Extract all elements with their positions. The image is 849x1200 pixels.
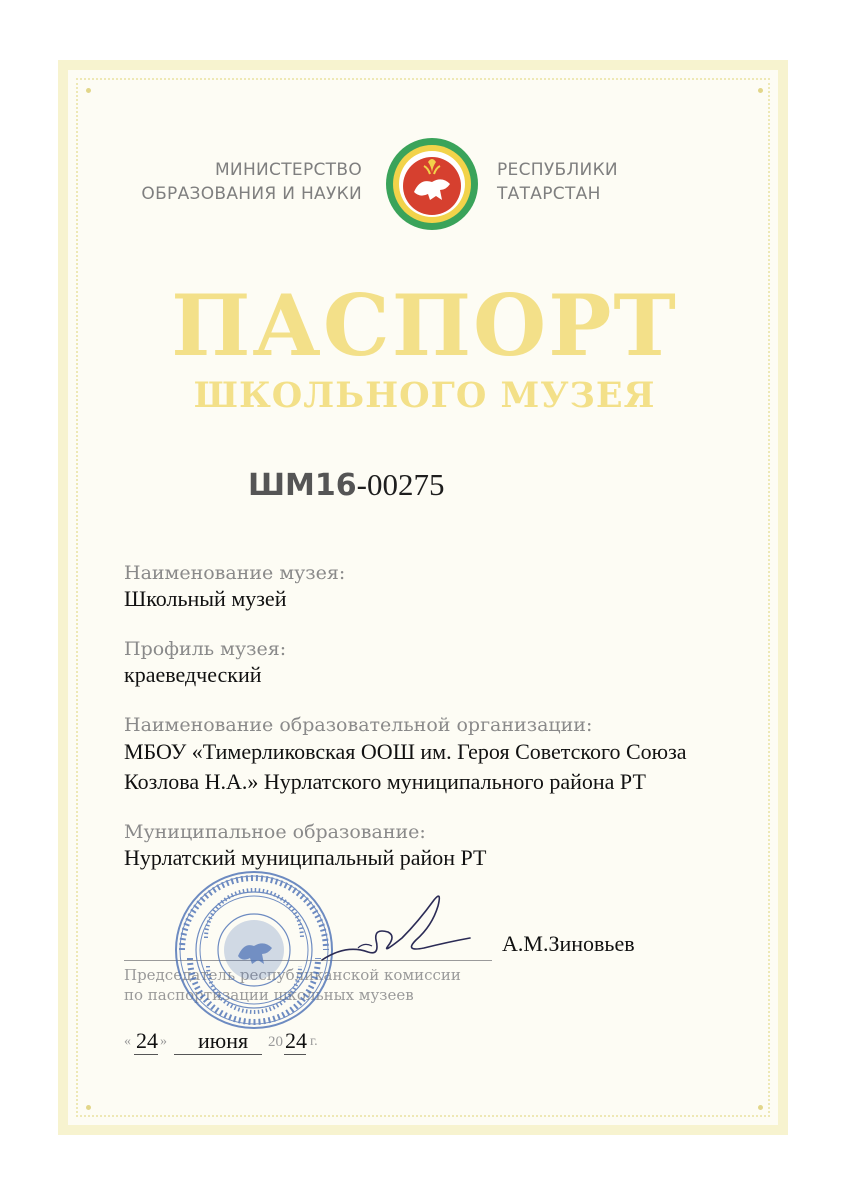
date-day: 24 bbox=[136, 1028, 158, 1053]
frame-corner-dot bbox=[758, 1105, 763, 1110]
date-year-suffix: 24 bbox=[285, 1028, 307, 1053]
date-year-abbr: г. bbox=[310, 1034, 318, 1049]
tatarstan-coat-of-arms-icon bbox=[384, 136, 480, 232]
municipality-label: Муниципальное образование: bbox=[124, 821, 426, 843]
frame-corner-dot bbox=[86, 88, 91, 93]
museum-profile-value: краеведческий bbox=[124, 662, 262, 687]
date-open-quote: « bbox=[124, 1034, 131, 1049]
museum-profile-label: Профиль музея: bbox=[124, 638, 287, 660]
republic-heading-right bbox=[497, 158, 697, 206]
museum-name-value: Школьный музей bbox=[124, 586, 287, 611]
republic-heading-line: РЕСПУБЛИКИ bbox=[497, 160, 618, 180]
handwritten-signature bbox=[318, 882, 478, 982]
document-title: ПАСПОРТ bbox=[171, 276, 678, 375]
organization-value-line: МБОУ «Тимерликовская ООШ им. Героя Советского Союза bbox=[124, 739, 687, 764]
official-seal-stamp bbox=[172, 868, 337, 1033]
date-year-prefix: 20 bbox=[268, 1034, 283, 1050]
ministry-heading-left bbox=[130, 158, 362, 206]
organization-value-line: Козлова Н.А.» Нурлатского муниципального района РТ bbox=[124, 769, 646, 794]
ministry-heading-line: МИНИСТЕРСТВО bbox=[214, 160, 362, 180]
passport-number bbox=[248, 466, 445, 505]
organization-label: Наименование образовательной организации: bbox=[124, 714, 593, 736]
date-close-quote: » bbox=[160, 1034, 167, 1049]
ministry-heading-line: ОБРАЗОВАНИЯ И НАУКИ bbox=[141, 184, 362, 204]
commission-title-line: Председатель республиканской комиссии bbox=[124, 966, 461, 984]
signer-name: А.М.Зиновьев bbox=[502, 931, 635, 956]
commission-title-line: по паспортизации школьных музеев bbox=[124, 986, 414, 1004]
document-subtitle: ШКОЛЬНОГО МУЗЕЯ bbox=[193, 375, 656, 416]
municipality-value: Нурлатский муниципальный район РТ bbox=[124, 845, 487, 870]
frame-corner-dot bbox=[86, 1105, 91, 1110]
frame-corner-dot bbox=[758, 88, 763, 93]
passport-number-prefix: ШМ16 bbox=[248, 468, 357, 503]
passport-number-suffix: -00275 bbox=[356, 467, 445, 502]
date-month: июня bbox=[198, 1028, 249, 1053]
museum-name-label: Наименование музея: bbox=[124, 562, 346, 584]
republic-heading-line: ТАТАРСТАН bbox=[497, 184, 601, 204]
